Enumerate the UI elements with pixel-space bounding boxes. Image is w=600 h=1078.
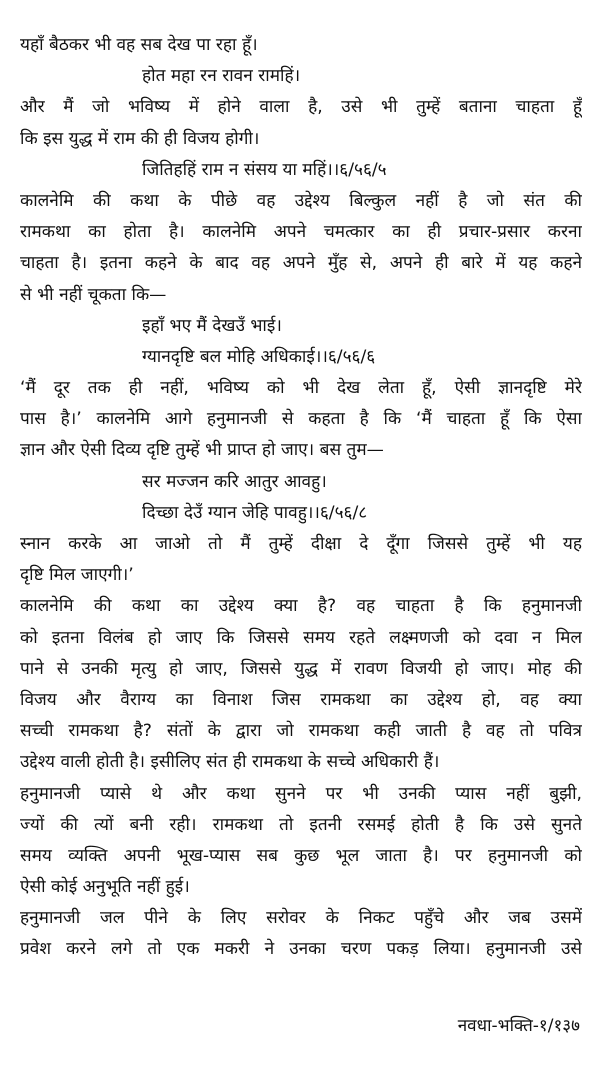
text-line: ज्यों की त्यों बनी रही। रामकथा तो इतनी रसमई होती है कि उसे सुनते (20, 814, 582, 835)
text-line: उद्देश्य वाली होती है। इसीलिए संत ही रामकथा के सच्चे अधिकारी हैं। (20, 752, 440, 773)
text-line: कालनेमि की कथा का उद्देश्य क्या है? वह चाहता है कि हनुमानजी (20, 596, 582, 617)
verse-line: जितिहहिं राम न संसय या महिं।।६/५६/५ (142, 159, 387, 180)
text-line: पाने से उनकी मृत्यु हो जाए, जिससे युद्ध में रावण विजयी हो जाए। मोह की (20, 658, 582, 679)
text-line: चाहता है। इतना कहने के बाद वह अपने मुँह से, अपने ही बारे में यह कहने (20, 253, 582, 274)
text-line: स्नान करके आ जाओ तो मैं तुम्हें दीक्षा दे दूँगा जिससे तुम्हें भी यह (20, 534, 582, 554)
text-line: समय व्यक्ति अपनी भूख-प्यास सब कुछ भूल जाता है। पर हनुमानजी को (20, 845, 582, 866)
verse-line: इहाँ भए मैं देखउँ भाई। (142, 315, 282, 336)
text-line: प्रवेश करने लगे तो एक मकरी ने उनका चरण पकड़ लिया। हनुमानजी उसे (20, 939, 582, 960)
text-line: सच्ची रामकथा है? संतों के द्वारा जो रामकथा कही जाती है वह तो पवित्र (20, 721, 582, 742)
page-footer: नवधा-भक्ति-१/१३७ (457, 1016, 580, 1036)
text-line: को इतना विलंब हो जाए कि जिससे समय रहते लक्ष्मणजी को दवा न मिल (20, 627, 582, 648)
text-line: यहाँ बैठकर भी वह सब देख पा रहा हूँ। (20, 35, 258, 55)
verse-line: ग्यानदृष्टि बल मोहि अधिकाई।।६/५६/६ (142, 346, 376, 367)
body-text (20, 30, 582, 966)
text-line: कालनेमि की कथा के पीछे वह उद्देश्य बिल्कुल नहीं है जो संत की (20, 190, 582, 211)
text-line: हनुमानजी जल पीने के लिए सरोवर के निकट पहुँचे और जब उसमें (20, 908, 582, 929)
verse-line: होत महा रन रावन रामहिं। (142, 66, 301, 87)
text-line: कि इस युद्ध में राम की ही विजय होगी। (20, 128, 260, 149)
verse-line: दिच्छा देउँ ग्यान जेहि पावहु।।६/५६/८ (142, 502, 368, 523)
text-line: से भी नहीं चूकता कि— (20, 284, 167, 305)
text-line: ज्ञान और ऐसी दिव्य दृष्टि तुम्हें भी प्राप्त हो जाए। बस तुम— (20, 440, 384, 461)
text-line: विजय और वैराग्य का विनाश जिस रामकथा का उद्देश्य हो, वह क्या (20, 689, 582, 710)
text-line: और मैं जो भविष्य में होने वाला है, उसे भी तुम्हें बताना चाहता हूँ (20, 97, 582, 118)
verse-line: सर मज्जन करि आतुर आवहु। (142, 471, 327, 492)
text-line: पास है।’ कालनेमि आगे हनुमानजी से कहता है कि ‘मैं चाहता हूँ कि ऐसा (20, 409, 582, 430)
text-line: हनुमानजी प्यासे थे और कथा सुनने पर भी उनकी प्यास नहीं बुझी, (20, 783, 582, 804)
text-line: दृष्टि मिल जाएगी।’ (20, 565, 134, 586)
text-line: ऐसी कोई अनुभूति नहीं हुई। (20, 877, 190, 898)
text-line: ‘मैं दूर तक ही नहीं, भविष्य को भी देख लेता हूँ, ऐसी ज्ञानदृष्टि मेरे (20, 378, 582, 399)
text-line: रामकथा का होता है। कालनेमि अपने चमत्कार का ही प्रचार-प्रसार करना (20, 222, 582, 243)
